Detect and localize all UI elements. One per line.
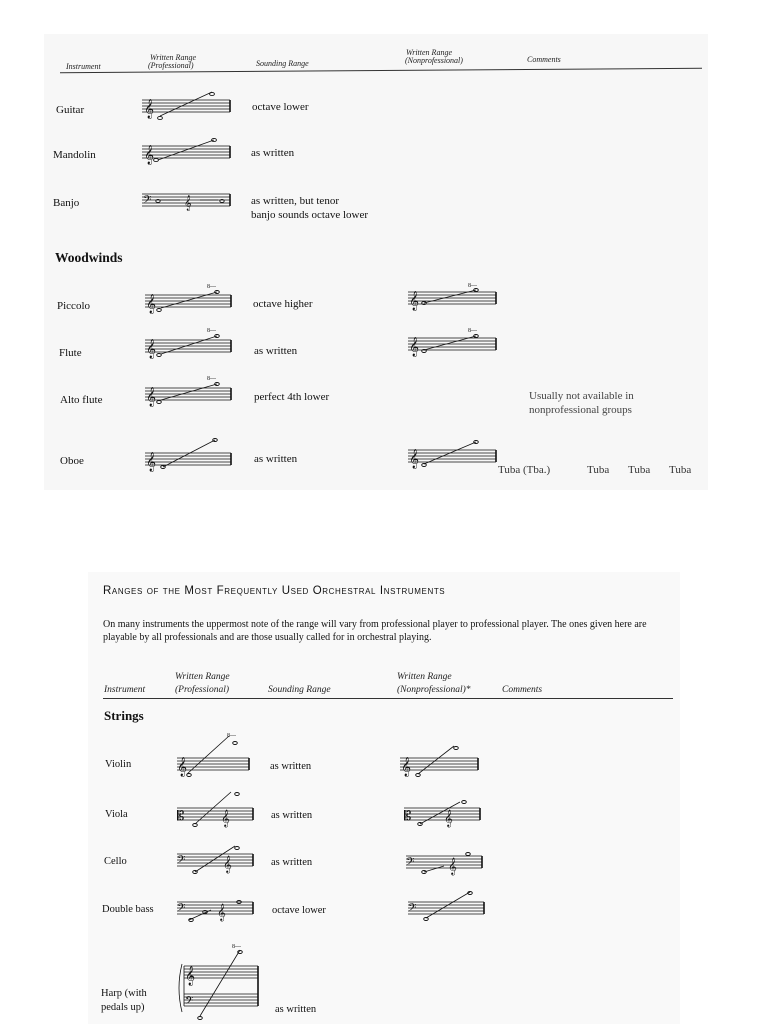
section-strings: Strings	[104, 708, 144, 723]
instrument-double-bass: Double bass	[102, 904, 154, 915]
sounding-oboe: as written	[254, 453, 298, 465]
staff-double-bass	[177, 894, 257, 924]
staff-flute	[145, 326, 237, 362]
instrument-harp-line2: pedals up)	[101, 1002, 145, 1013]
header-written-nonpro-line2: (Nonprofessional)	[405, 56, 463, 65]
svg-text:𝄞: 𝄞	[177, 757, 188, 777]
header2-written-pro-line1: Written Range	[175, 672, 230, 682]
sounding-viola: as written	[271, 810, 313, 821]
page-title: Ranges of the Most Frequently Used Orchestral Instruments	[103, 585, 446, 597]
svg-text:𝄞: 𝄞	[221, 809, 230, 827]
staff-piccolo	[145, 282, 237, 318]
instrument-cello: Cello	[104, 856, 127, 867]
header2-comments: Comments	[502, 685, 543, 695]
sounding-mandolin: as written	[251, 147, 295, 159]
staff-viola-nonpro	[404, 796, 484, 828]
staff-oboe	[145, 434, 237, 470]
staff-double-bass-nonpro	[408, 890, 488, 922]
svg-text:8---: 8---	[227, 733, 236, 739]
intro-paragraph: On many instruments the uppermost note of the range will vary from professional player to professional player. The ones given here are playable by all professionals and are those usually called for in orchestral playing.	[103, 619, 647, 643]
svg-text:𝄞: 𝄞	[146, 294, 157, 314]
svg-text:𝄞: 𝄞	[146, 452, 157, 472]
svg-text:𝄞: 𝄞	[409, 291, 420, 311]
header-comments: Comments	[527, 55, 561, 64]
svg-text:𝄞: 𝄞	[448, 857, 457, 875]
sounding-banjo-line1: as written, but tenor	[251, 195, 339, 207]
svg-text:8---: 8---	[468, 283, 477, 289]
svg-text:8---: 8---	[232, 944, 241, 950]
sounding-piccolo: octave higher	[253, 298, 313, 310]
svg-text:𝄞: 𝄞	[184, 196, 192, 211]
staff-viola	[177, 788, 257, 828]
instrument-alto-flute: Alto flute	[60, 394, 103, 406]
header-written-nonpro-line1: Written Range	[406, 48, 452, 57]
staff-cello-nonpro	[406, 848, 486, 876]
svg-text:𝄢: 𝄢	[406, 856, 415, 871]
svg-text:𝄞: 𝄞	[146, 339, 157, 359]
svg-text:8---: 8---	[468, 328, 477, 334]
staff-alto-flute	[145, 374, 237, 410]
header2-written-nonpro-line1: Written Range	[397, 672, 452, 682]
svg-text:𝄢: 𝄢	[143, 194, 152, 209]
svg-text:𝄢: 𝄢	[177, 902, 186, 917]
staff-guitar	[142, 92, 234, 122]
svg-text:𝄞: 𝄞	[409, 337, 420, 357]
svg-text:8---: 8---	[207, 376, 216, 382]
instrument-mandolin: Mandolin	[53, 149, 96, 161]
staff-oboe-nonpro	[408, 436, 500, 468]
instrument-flute: Flute	[59, 347, 82, 359]
header2-instrument: Instrument	[104, 685, 146, 695]
header2-sounding-range: Sounding Range	[268, 685, 331, 695]
svg-text:𝄞: 𝄞	[217, 903, 226, 921]
staff-mandolin	[142, 138, 234, 166]
tuba-label-4: Tuba	[669, 464, 692, 476]
sounding-guitar: octave lower	[252, 101, 309, 113]
svg-text:𝄢: 𝄢	[185, 995, 194, 1010]
svg-text:𝄞: 𝄞	[409, 449, 420, 469]
staff-flute-nonpro	[408, 326, 500, 358]
staff-cello	[177, 840, 257, 876]
instrument-guitar: Guitar	[56, 104, 85, 116]
sounding-alto-flute: perfect 4th lower	[254, 391, 330, 403]
section-woodwinds: Woodwinds	[55, 250, 123, 265]
svg-text:𝄞: 𝄞	[401, 757, 412, 777]
svg-text:𝄞: 𝄞	[185, 966, 196, 986]
instrument-viola: Viola	[105, 809, 128, 820]
header-sounding-range: Sounding Range	[256, 59, 309, 68]
sounding-flute: as written	[254, 345, 298, 357]
svg-text:𝄞: 𝄞	[223, 855, 232, 873]
svg-text:𝄞: 𝄞	[144, 145, 155, 165]
sounding-banjo-line2: banjo sounds octave lower	[251, 209, 368, 221]
staff-violin-nonpro	[400, 742, 480, 778]
header-written-pro-line2: (Professional)	[148, 61, 194, 70]
instrument-harp-line1: Harp (with	[101, 988, 147, 999]
tuba-label-3: Tuba	[628, 464, 651, 476]
tuba-label-1: Tuba (Tba.)	[498, 464, 551, 476]
instrument-oboe: Oboe	[60, 455, 84, 467]
comment-alto-flute-line1: Usually not available in	[529, 390, 634, 402]
svg-text:𝄞: 𝄞	[146, 387, 157, 407]
tuba-label-2: Tuba	[587, 464, 610, 476]
header2-rule	[103, 698, 673, 699]
sounding-harp: as written	[275, 1004, 317, 1015]
svg-text:𝄢: 𝄢	[177, 854, 186, 869]
instrument-banjo: Banjo	[53, 197, 80, 209]
svg-text:𝄡: 𝄡	[177, 809, 185, 824]
header2-written-pro-line2: (Professional)	[175, 685, 230, 695]
svg-text:8---: 8---	[207, 328, 216, 334]
staff-violin	[177, 730, 251, 778]
svg-text:𝄞: 𝄞	[444, 809, 453, 827]
sounding-cello: as written	[271, 857, 313, 868]
staff-piccolo-nonpro	[408, 282, 500, 312]
comment-alto-flute-line2: nonprofessional groups	[529, 404, 632, 416]
header-instrument: Instrument	[66, 62, 101, 71]
instrument-piccolo: Piccolo	[57, 300, 90, 312]
svg-text:𝄢: 𝄢	[408, 902, 417, 917]
sounding-violin: as written	[270, 761, 312, 772]
header2-written-nonpro-line2: (Nonprofessional)*	[397, 685, 471, 695]
instrument-violin: Violin	[105, 759, 132, 770]
header-written-pro-line1: Written Range	[150, 53, 196, 62]
staff-harp	[176, 940, 266, 1024]
ottava-mark: 8---	[207, 284, 216, 290]
sounding-double-bass: octave lower	[272, 905, 326, 916]
svg-text:𝄞: 𝄞	[144, 99, 155, 119]
svg-text:𝄡: 𝄡	[404, 809, 412, 824]
staff-banjo	[142, 190, 234, 210]
